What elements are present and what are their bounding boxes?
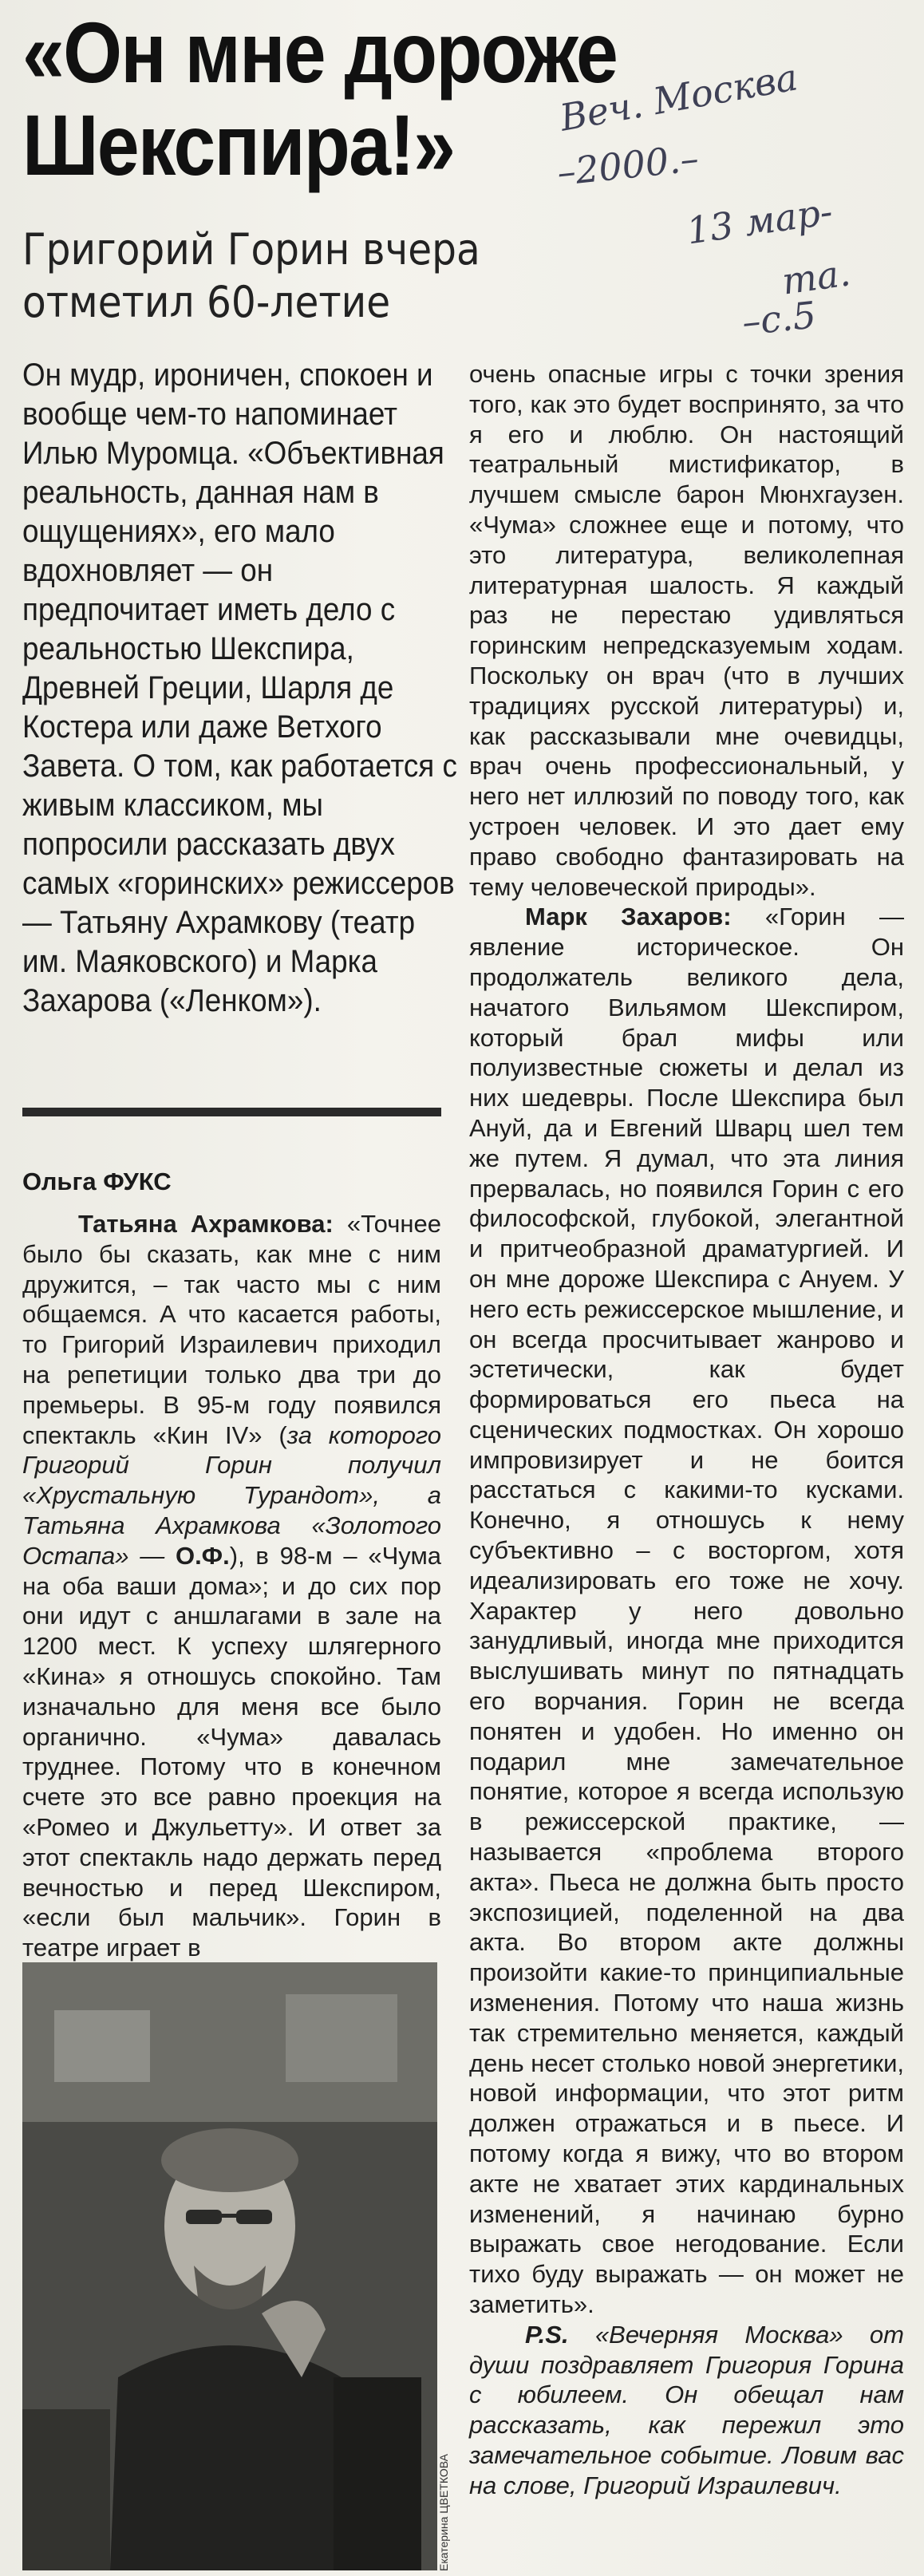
portrait-photo (22, 1962, 437, 2570)
left-text-2: ), в 98-м – «Чума на оба ваши дома»; и до сих пор они идут с аншлагами в зале на 1200 мест. К успеху шлягерного «Кина» я отношусь спокойно. Там изначально для меня все было органично. «Чума» давалась труднее. Потому что в конечном счете это все равно проекция на «Ромео и Джульетту». И ответ за этот спектакль надо держать перед вечностью и перед Шекспиром, «если был мальчик». Горин в театре играет в (22, 1541, 441, 1962)
subheadline-line-1: Григорий Горин вчера (22, 224, 480, 275)
handwritten-date-cont: та. (779, 251, 854, 303)
ahramkova-paragraph (22, 1209, 441, 1963)
headline-line-1: «Он мне дороже (22, 4, 618, 101)
lead-paragraph (22, 356, 463, 1021)
portrait-photo-graphic (22, 1962, 437, 2570)
zakharov-paragraph (469, 902, 904, 2319)
lead-text: Он мудр, ироничен, спокоен и вообще чем-то напоминает Илью Муромца. «Объективная реальность, данная нам в ощущениях», его мало вдохновляет — он предпочитает иметь дело с реальностью Шекспира, Древней Греции, Шарля де Костера или даже Ветхого Завета. О том, как работается с живым классиком, мы попросили рассказать двух самых «горинских» режиссеров — Татьяну Ахрамкову (театр им. Маяковского) и Марка Захарова («Ленком»). (22, 358, 457, 1018)
ps-text: «Вечерняя Москва» от души поздравляет Григория Горина с юбилеем. Он обещал нам рассказать, как пережил это замечательное событие. Ловим вас на слове, Григорий Израилевич. (469, 2320, 904, 2499)
subheadline (22, 223, 480, 329)
handwritten-source: Веч. Москва (556, 55, 801, 140)
left-italic-note: за которого Григорий Горин получил «Хрустальную Турандот», а Татьяна Ахрамкова «Золотого Остапа» — (22, 1420, 442, 1570)
byline: Ольга ФУКС (22, 1167, 172, 1195)
subheadline-line-2: отметил 60-летие (22, 277, 391, 327)
speaker-zakharov: Марк Захаров: (525, 903, 732, 931)
headline (22, 6, 617, 192)
left-column-text (22, 1209, 441, 1963)
headline-line-2: Шекспира!» (22, 97, 455, 193)
right-column-text (469, 359, 904, 2501)
ps-label: P.S. (525, 2320, 569, 2349)
left-text-1: «Точнее было бы сказать, как мне с ним дружится, – так часто мы с ним общаемся. А что касается работы, то Григорий Израилевич приходил на репетиции только два три до премьеры. В 95-м году появился спектакль «Кин IV» ( (22, 1210, 441, 1449)
handwritten-date: 13 мар- (684, 189, 835, 253)
left-initials: О.Ф. (175, 1541, 230, 1570)
section-rule (22, 1108, 441, 1116)
right-text-1: очень опасные игры с точки зрения того, как это будет воспринято, за что я его и люблю. Он настоящий театральный мистификатор, в лучшем смысле барон Мюнхгаузен. «Чума» сложнее еще и потому, что это литература, великолепная литературная шалость. Я каждый раз не перестаю удивляться горинским непредсказуемым ходам. Поскольку он врач (что в лучших традициях русской литературы) и, как рассказывали мне очевидцы, врач очень профессиональный, у него нет иллюзий по поводу того, как устроен человек. И это дает ему право свободно фантазировать на тему человеческой природы». (469, 360, 904, 901)
handwritten-page: –с.5 (740, 293, 819, 344)
ps-paragraph (469, 2320, 904, 2501)
photo-credit: Екатерина ЦВЕТКОВА (437, 2454, 450, 2571)
speaker-ahramkova: Татьяна Ахрамкова: (78, 1210, 334, 1238)
right-text-2: «Горин — явление историческое. Он продолжатель великого дела, начатого Вильямом Шекспиром, который брал мифы или полуизвестные сюжеты и делал из них шедевры. После Шекспира был Ануй, да и Евгений Шварц шел тем же путем. Я думал, что эта линия прервалась, но появился Горин с его философской, глубокой, элегантной и притчеобразной драматургией. И он мне дороже Шекспира с Ануем. У него есть режиссерское мышление, и он всегда просчитывает жанрово и эстетически, как будет формироваться его пьеса на сценических подмостках. Он хорошо импровизирует и не боится расстаться с какими-то кусками. Конечно, я отношусь к нему субъективно – с восторгом, хотя идеализировать его тоже не хочу. Характер у него довольно занудливый, иногда мне приходится выслушивать минут по пятнадцать его ворчания. Горин не всегда понятен и удобен. Но именно он подарил мне замечательное понятие, которое я всегда использую в режиссерской практике, — называется «проблема второго акта». Пьеса не должна быть просто экспозицией, поделенной на два акта. Во втором акте должны произойти какие-то принципиальные изменения. Потому что наша жизнь так стремительно меняется, каждый день несет столько новой энергетики, новой информации, что этот ритм должен отражаться и в пьесе. И потому когда я вижу, что во втором акте не хватает этих кардинальных изменений, я начинаю бурно выражать свое негодование. Если тихо буду выражать — он может не заметить». (469, 903, 905, 2318)
handwritten-year: –2000.– (555, 136, 701, 195)
